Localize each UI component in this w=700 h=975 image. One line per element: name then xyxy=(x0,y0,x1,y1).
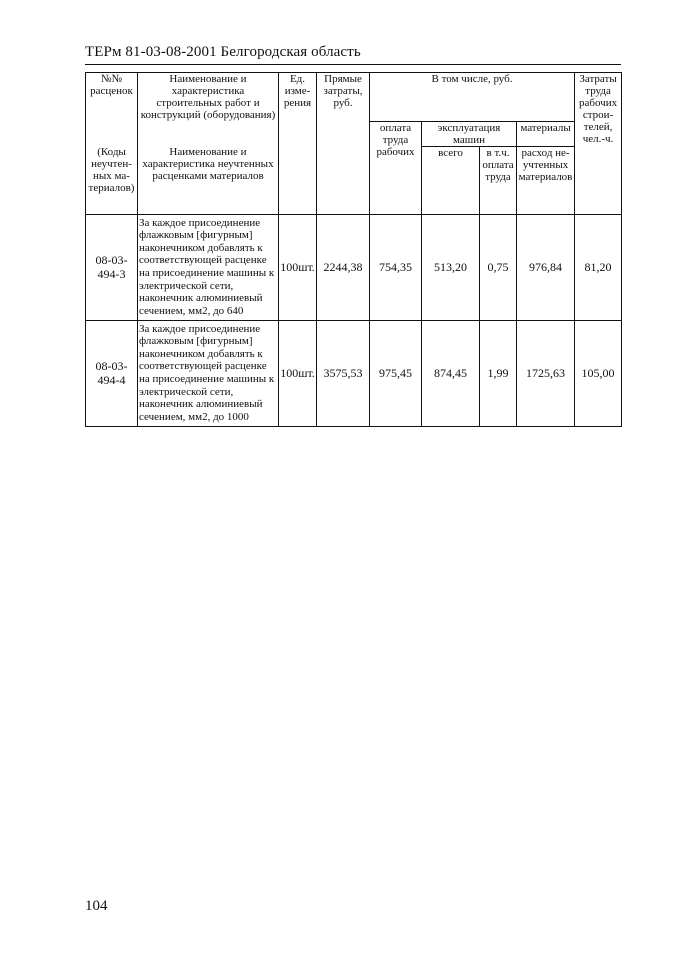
table-row xyxy=(86,214,622,320)
col-header-name2: Наименование и характеристика неучтенных расценками материалов xyxy=(138,146,279,214)
page-number: 104 xyxy=(85,898,108,914)
row-labor: 105,00 xyxy=(575,320,622,426)
row-code: 08-03-494-4 xyxy=(86,320,138,426)
row-materials: 976,84 xyxy=(517,214,575,320)
col-header-mat-unaccounted: расход не-учтенных материалов xyxy=(517,146,575,214)
col-header-code: №№ расценок xyxy=(86,73,138,122)
rates-table xyxy=(85,72,622,427)
row-materials: 1725,63 xyxy=(517,320,575,426)
col-header-code2: (Коды неучтен-ных ма-териалов) xyxy=(86,146,138,214)
row-machines-total: 513,20 xyxy=(422,214,480,320)
col-header-machines: эксплуатация машин xyxy=(422,121,517,146)
row-wages: 754,35 xyxy=(370,214,422,320)
document-header: ТЕРм 81-03-08-2001 Белгородская область xyxy=(85,44,361,60)
col-header-name: Наименование и характеристика строительных работ и конструкций (оборудования) xyxy=(138,73,279,122)
table-row xyxy=(86,320,622,426)
row-wages: 975,45 xyxy=(370,320,422,426)
col-header-mach-total: всего xyxy=(422,146,480,214)
row-machines-wages: 0,75 xyxy=(480,214,517,320)
row-machines-wages: 1,99 xyxy=(480,320,517,426)
row-machines-total: 874,45 xyxy=(422,320,480,426)
row-unit: 100шт. xyxy=(279,320,317,426)
row-direct-cost: 2244,38 xyxy=(317,214,370,320)
col-header-code-gap xyxy=(86,121,138,146)
col-header-unit: Ед. изме-рения xyxy=(279,73,317,215)
row-code: 08-03-494-3 xyxy=(86,214,138,320)
row-unit: 100шт. xyxy=(279,214,317,320)
header-rule xyxy=(85,64,621,65)
col-header-incl: В том числе, руб. xyxy=(370,73,575,122)
row-labor: 81,20 xyxy=(575,214,622,320)
row-description: За каждое присоединение флажковым [фигурным] наконечником добавлять к соответствующей расценке на присоединение машины к электрической сети, наконечник алюминиевый сечением, мм2, до 1000 xyxy=(138,320,279,426)
row-description: За каждое присоединение флажковым [фигурным] наконечником добавлять к соответствующей расценке на присоединение машины к электрической сети, наконечник алюминиевый сечением, мм2, до 640 xyxy=(138,214,279,320)
col-header-direct: Прямые затраты, руб. xyxy=(317,73,370,215)
col-header-mach-wages: в т.ч. оплата труда xyxy=(480,146,517,214)
col-header-labor: Затраты труда рабочих строи-телей, чел.-ч. xyxy=(575,73,622,215)
row-direct-cost: 3575,53 xyxy=(317,320,370,426)
col-header-name-gap xyxy=(138,121,279,146)
col-header-materials: материалы xyxy=(517,121,575,146)
col-header-wages: оплата труда рабочих xyxy=(370,121,422,214)
header-row-1 xyxy=(86,73,622,122)
